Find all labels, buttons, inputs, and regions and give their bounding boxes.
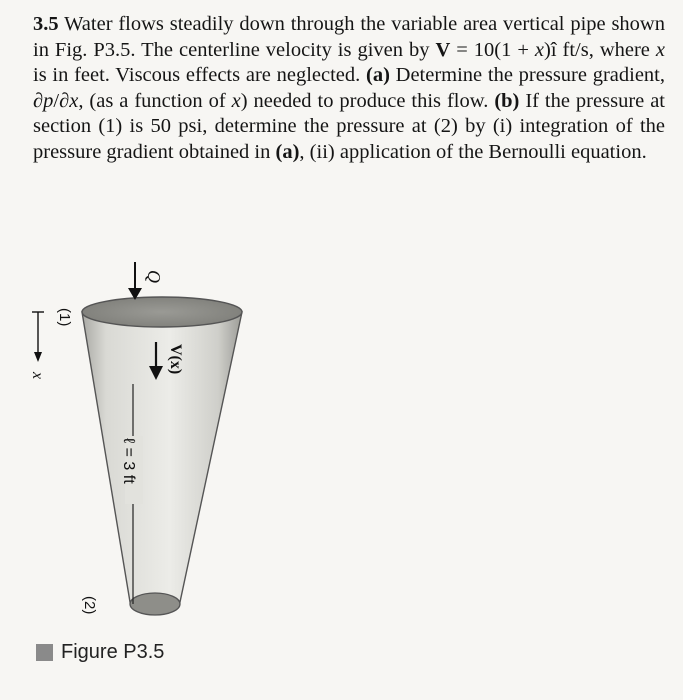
problem-text: , (ii) application of the Bernoulli equation. xyxy=(299,140,647,163)
variable-x: x xyxy=(534,38,545,61)
problem-text: If the pressure at section (1) is 50 psi, determine the pressure at (2) by (i) integration of the pressure gradient obtained in xyxy=(33,89,665,163)
problem-text: = 10(1 + xyxy=(450,38,535,61)
problem-text: is in feet. Viscous effects are neglected. xyxy=(33,64,361,87)
pipe-bottom-opening xyxy=(130,593,180,615)
variable-x: x xyxy=(231,89,241,112)
part-a-tag: (a) xyxy=(366,64,390,87)
pipe-body xyxy=(82,312,242,602)
x-axis-arrowhead xyxy=(34,352,42,362)
problem-text: , (as a function of xyxy=(78,89,232,112)
velocity-symbol: V xyxy=(435,38,451,61)
problem-number: 3.5 xyxy=(33,13,59,35)
variable-x: x xyxy=(655,38,665,61)
pipe-top-opening xyxy=(82,297,242,327)
variable-p: p xyxy=(43,89,54,112)
part-b-tag: (b) xyxy=(494,89,520,112)
figure-caption xyxy=(36,641,164,664)
problem-text: Water flows steadily down through the variable area vertical pipe shown in Fig. P3.5. The centerline velocity is given by xyxy=(33,13,665,61)
caption-marker-icon xyxy=(36,644,53,661)
problem-text: )î ft/s, where xyxy=(544,38,656,61)
problem-text: ) needed to produce this flow. xyxy=(240,89,489,112)
flow-label: Q xyxy=(144,270,164,283)
problem-text: Determine the pressure gradient, ∂ xyxy=(33,64,665,112)
variable-x: x xyxy=(69,89,79,112)
x-axis-label: x xyxy=(29,372,46,380)
length-label: ℓ = 3 ft xyxy=(120,438,137,484)
problem-text: /∂ xyxy=(53,89,70,112)
part-a-reference: (a) xyxy=(275,140,300,163)
section-2-label: (2) xyxy=(81,596,98,615)
section-1-label: (1) xyxy=(56,308,73,327)
caption-text: Figure P3.5 xyxy=(61,641,165,663)
velocity-label: V(x) xyxy=(167,344,184,375)
